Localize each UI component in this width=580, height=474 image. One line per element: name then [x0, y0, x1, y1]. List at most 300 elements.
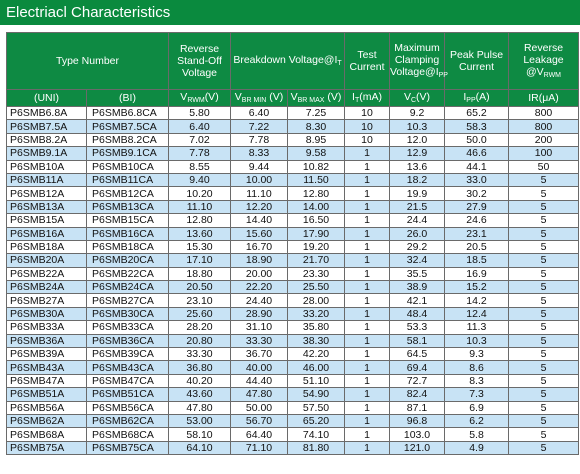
cell-ipp: 15.2 [445, 281, 509, 294]
cell-test-current: 1 [345, 214, 390, 227]
cell-ipp: 23.1 [445, 227, 509, 240]
cell-vrwm: 10.20 [169, 187, 231, 200]
cell-vrwm: 6.40 [169, 120, 231, 133]
cell-vbr-min: 64.40 [231, 428, 288, 441]
cell-vrwm: 18.80 [169, 267, 231, 280]
cell-test-current: 1 [345, 294, 390, 307]
table-row [7, 401, 579, 414]
cell-vbr-max: 35.80 [288, 321, 345, 334]
cell-bi-part: P6SMB62CA [87, 414, 169, 427]
cell-ipp: 16.9 [445, 267, 509, 280]
cell-vbr-max: 21.70 [288, 254, 345, 267]
cell-vbr-max: 10.82 [288, 160, 345, 173]
cell-vbr-max: 65.20 [288, 414, 345, 427]
cell-vbr-max: 42.20 [288, 348, 345, 361]
cell-vrwm: 5.80 [169, 107, 231, 120]
cell-vbr-min: 7.22 [231, 120, 288, 133]
cell-vc: 9.2 [390, 107, 445, 120]
cell-test-current: 1 [345, 254, 390, 267]
cell-vc: 10.3 [390, 120, 445, 133]
cell-test-current: 1 [345, 267, 390, 280]
cell-ir: 5 [509, 441, 579, 454]
characteristics-table-container [6, 32, 578, 455]
cell-bi-part: P6SMB11CA [87, 173, 169, 186]
table-row [7, 107, 579, 120]
cell-vbr-min: 15.60 [231, 227, 288, 240]
table-row [7, 281, 579, 294]
cell-vbr-min: 11.10 [231, 187, 288, 200]
cell-uni-part: P6SMB43A [7, 361, 87, 374]
cell-bi-part: P6SMB43CA [87, 361, 169, 374]
header-reverse-leakage-text: Reverse Leakage @V [523, 42, 564, 78]
cell-vbr-max: 17.90 [288, 227, 345, 240]
unit-vbr-min [231, 90, 288, 107]
cell-ir: 5 [509, 294, 579, 307]
unit-vbr-max-sub: BR MAX [297, 97, 325, 104]
cell-vbr-min: 36.70 [231, 348, 288, 361]
cell-ipp: 4.9 [445, 441, 509, 454]
cell-vbr-min: 22.20 [231, 281, 288, 294]
electrical-characteristics-table [6, 32, 579, 455]
cell-vbr-max: 33.20 [288, 307, 345, 320]
unit-vrwm-sym: V [180, 91, 188, 103]
cell-vbr-max: 23.30 [288, 267, 345, 280]
table-row [7, 147, 579, 160]
cell-test-current: 1 [345, 187, 390, 200]
unit-ipp-sub: PP [466, 97, 476, 104]
cell-vbr-min: 20.00 [231, 267, 288, 280]
cell-uni-part: P6SMB7.5A [7, 120, 87, 133]
cell-vrwm: 7.78 [169, 147, 231, 160]
cell-test-current: 1 [345, 173, 390, 186]
cell-ir: 800 [509, 120, 579, 133]
cell-vrwm: 53.00 [169, 414, 231, 427]
cell-bi-part: P6SMB15CA [87, 214, 169, 227]
cell-uni-part: P6SMB16A [7, 227, 87, 240]
cell-vrwm: 17.10 [169, 254, 231, 267]
table-body [7, 107, 579, 455]
cell-ipp: 12.4 [445, 307, 509, 320]
cell-vbr-min: 71.10 [231, 441, 288, 454]
header-reverse-leakage [509, 33, 579, 90]
cell-vrwm: 28.20 [169, 321, 231, 334]
cell-vc: 53.3 [390, 321, 445, 334]
cell-ir: 800 [509, 107, 579, 120]
unit-it-sub: T [354, 97, 360, 104]
header-breakdown-sub: T [337, 60, 342, 67]
header-peak-pulse: Peak Pulse Current [445, 33, 509, 90]
unit-ipp [445, 90, 509, 107]
table-row [7, 200, 579, 213]
cell-test-current: 1 [345, 200, 390, 213]
cell-ir: 5 [509, 361, 579, 374]
cell-vc: 13.6 [390, 160, 445, 173]
cell-uni-part: P6SMB20A [7, 254, 87, 267]
cell-bi-part: P6SMB18CA [87, 240, 169, 253]
cell-ipp: 8.6 [445, 361, 509, 374]
cell-vbr-min: 56.70 [231, 414, 288, 427]
cell-uni-part: P6SMB11A [7, 173, 87, 186]
cell-vbr-max: 81.80 [288, 441, 345, 454]
cell-vbr-min: 24.40 [231, 294, 288, 307]
cell-test-current: 10 [345, 120, 390, 133]
cell-vbr-max: 8.95 [288, 133, 345, 146]
cell-bi-part: P6SMB16CA [87, 227, 169, 240]
table-row [7, 414, 579, 427]
cell-ir: 50 [509, 160, 579, 173]
cell-vbr-max: 7.25 [288, 107, 345, 120]
unit-uni: (UNI) [7, 90, 87, 107]
cell-uni-part: P6SMB12A [7, 187, 87, 200]
cell-vc: 19.9 [390, 187, 445, 200]
cell-uni-part: P6SMB15A [7, 214, 87, 227]
cell-vrwm: 15.30 [169, 240, 231, 253]
cell-vbr-min: 6.40 [231, 107, 288, 120]
cell-test-current: 1 [345, 401, 390, 414]
table-row [7, 173, 579, 186]
cell-ipp: 30.2 [445, 187, 509, 200]
cell-vc: 42.1 [390, 294, 445, 307]
cell-uni-part: P6SMB27A [7, 294, 87, 307]
cell-uni-part: P6SMB9.1A [7, 147, 87, 160]
cell-vbr-min: 16.70 [231, 240, 288, 253]
section-title: Electriacl Characteristics [0, 0, 580, 25]
cell-vc: 103.0 [390, 428, 445, 441]
cell-vc: 24.4 [390, 214, 445, 227]
cell-vbr-min: 7.78 [231, 133, 288, 146]
cell-vrwm: 13.60 [169, 227, 231, 240]
cell-test-current: 1 [345, 240, 390, 253]
table-row [7, 348, 579, 361]
cell-vrwm: 58.10 [169, 428, 231, 441]
cell-ipp: 5.8 [445, 428, 509, 441]
unit-vrwm-unit: (V) [204, 91, 219, 103]
table-row [7, 120, 579, 133]
cell-vbr-min: 12.20 [231, 200, 288, 213]
cell-ipp: 9.3 [445, 348, 509, 361]
cell-uni-part: P6SMB18A [7, 240, 87, 253]
table-row [7, 240, 579, 253]
cell-vrwm: 33.30 [169, 348, 231, 361]
cell-bi-part: P6SMB51CA [87, 388, 169, 401]
cell-ir: 5 [509, 254, 579, 267]
header-breakdown-voltage [231, 33, 345, 90]
cell-ir: 5 [509, 334, 579, 347]
unit-vc [390, 90, 445, 107]
cell-uni-part: P6SMB33A [7, 321, 87, 334]
cell-ipp: 65.2 [445, 107, 509, 120]
cell-bi-part: P6SMB39CA [87, 348, 169, 361]
cell-ir: 5 [509, 348, 579, 361]
header-reverse-standoff: Reverse Stand-Off Voltage [169, 33, 231, 90]
cell-bi-part: P6SMB9.1CA [87, 147, 169, 160]
cell-vrwm: 43.60 [169, 388, 231, 401]
cell-uni-part: P6SMB62A [7, 414, 87, 427]
cell-ipp: 20.5 [445, 240, 509, 253]
cell-test-current: 1 [345, 307, 390, 320]
header-reverse-leakage-sub: RWM [543, 72, 562, 79]
cell-vc: 29.2 [390, 240, 445, 253]
cell-vc: 38.9 [390, 281, 445, 294]
header-test-current: Test Current [345, 33, 390, 90]
cell-ipp: 24.6 [445, 214, 509, 227]
cell-bi-part: P6SMB24CA [87, 281, 169, 294]
unit-ir: IR(μA) [509, 90, 579, 107]
cell-vrwm: 7.02 [169, 133, 231, 146]
table-row [7, 227, 579, 240]
cell-bi-part: P6SMB10CA [87, 160, 169, 173]
cell-vbr-max: 25.50 [288, 281, 345, 294]
cell-ir: 5 [509, 374, 579, 387]
cell-ir: 5 [509, 200, 579, 213]
cell-vc: 121.0 [390, 441, 445, 454]
cell-vbr-max: 51.10 [288, 374, 345, 387]
cell-test-current: 1 [345, 361, 390, 374]
cell-test-current: 1 [345, 334, 390, 347]
table-row [7, 187, 579, 200]
cell-vrwm: 25.60 [169, 307, 231, 320]
cell-vbr-min: 28.90 [231, 307, 288, 320]
cell-test-current: 1 [345, 147, 390, 160]
cell-ir: 100 [509, 147, 579, 160]
cell-ir: 5 [509, 227, 579, 240]
cell-test-current: 10 [345, 133, 390, 146]
unit-vc-sub: C [410, 97, 417, 104]
cell-vbr-max: 14.00 [288, 200, 345, 213]
table-row [7, 361, 579, 374]
cell-vbr-min: 44.40 [231, 374, 288, 387]
cell-vbr-max: 19.20 [288, 240, 345, 253]
cell-vbr-max: 12.80 [288, 187, 345, 200]
table-row [7, 334, 579, 347]
cell-bi-part: P6SMB68CA [87, 428, 169, 441]
cell-bi-part: P6SMB8.2CA [87, 133, 169, 146]
table-row [7, 294, 579, 307]
cell-ir: 5 [509, 401, 579, 414]
cell-uni-part: P6SMB24A [7, 281, 87, 294]
cell-vbr-min: 47.80 [231, 388, 288, 401]
cell-ir: 5 [509, 173, 579, 186]
cell-vbr-max: 38.30 [288, 334, 345, 347]
cell-test-current: 1 [345, 348, 390, 361]
cell-vbr-max: 54.90 [288, 388, 345, 401]
table-row [7, 254, 579, 267]
cell-vrwm: 8.55 [169, 160, 231, 173]
cell-bi-part: P6SMB27CA [87, 294, 169, 307]
cell-bi-part: P6SMB22CA [87, 267, 169, 280]
cell-vbr-max: 57.50 [288, 401, 345, 414]
unit-it-unit: (mA) [359, 91, 382, 103]
cell-vc: 18.2 [390, 173, 445, 186]
cell-bi-part: P6SMB56CA [87, 401, 169, 414]
cell-ipp: 27.9 [445, 200, 509, 213]
cell-ipp: 50.0 [445, 133, 509, 146]
cell-vc: 87.1 [390, 401, 445, 414]
unit-vbr-min-sub: BR MIN [241, 97, 267, 104]
table-row [7, 374, 579, 387]
cell-ipp: 10.3 [445, 334, 509, 347]
unit-it [345, 90, 390, 107]
cell-ipp: 7.3 [445, 388, 509, 401]
cell-uni-part: P6SMB75A [7, 441, 87, 454]
cell-bi-part: P6SMB7.5CA [87, 120, 169, 133]
cell-ir: 5 [509, 267, 579, 280]
cell-uni-part: P6SMB13A [7, 200, 87, 213]
cell-vrwm: 20.50 [169, 281, 231, 294]
cell-vbr-min: 10.00 [231, 173, 288, 186]
cell-ipp: 46.6 [445, 147, 509, 160]
table-row [7, 160, 579, 173]
cell-test-current: 1 [345, 160, 390, 173]
cell-bi-part: P6SMB47CA [87, 374, 169, 387]
cell-ipp: 33.0 [445, 173, 509, 186]
cell-ipp: 6.9 [445, 401, 509, 414]
cell-vbr-min: 50.00 [231, 401, 288, 414]
cell-vbr-max: 16.50 [288, 214, 345, 227]
cell-bi-part: P6SMB30CA [87, 307, 169, 320]
unit-bi: (BI) [87, 90, 169, 107]
table-row [7, 133, 579, 146]
cell-test-current: 1 [345, 441, 390, 454]
cell-ipp: 8.3 [445, 374, 509, 387]
cell-bi-part: P6SMB20CA [87, 254, 169, 267]
cell-vbr-max: 11.50 [288, 173, 345, 186]
cell-vbr-min: 14.40 [231, 214, 288, 227]
cell-test-current: 10 [345, 107, 390, 120]
cell-ir: 5 [509, 214, 579, 227]
cell-vc: 21.5 [390, 200, 445, 213]
cell-vrwm: 23.10 [169, 294, 231, 307]
header-type-number: Type Number [7, 33, 169, 90]
cell-ipp: 18.5 [445, 254, 509, 267]
table-row [7, 441, 579, 454]
unit-ipp-sym: I [463, 91, 467, 103]
cell-vbr-min: 40.00 [231, 361, 288, 374]
cell-ir: 5 [509, 187, 579, 200]
cell-vbr-max: 74.10 [288, 428, 345, 441]
cell-uni-part: P6SMB30A [7, 307, 87, 320]
unit-vbr-min-unit: (V) [266, 91, 284, 103]
cell-vc: 48.4 [390, 307, 445, 320]
cell-uni-part: P6SMB47A [7, 374, 87, 387]
cell-test-current: 1 [345, 414, 390, 427]
unit-vbr-max-unit: (V) [324, 91, 342, 103]
unit-it-sym: I [352, 91, 355, 103]
unit-vbr-max-sym: V [290, 91, 298, 103]
cell-vbr-max: 9.58 [288, 147, 345, 160]
header-max-clamping [390, 33, 448, 90]
unit-vc-unit: (V) [416, 91, 431, 103]
cell-vc: 26.0 [390, 227, 445, 240]
cell-test-current: 1 [345, 428, 390, 441]
cell-ipp: 6.2 [445, 414, 509, 427]
table-row [7, 321, 579, 334]
cell-ipp: 14.2 [445, 294, 509, 307]
cell-uni-part: P6SMB56A [7, 401, 87, 414]
cell-ir: 5 [509, 281, 579, 294]
cell-vc: 12.0 [390, 133, 445, 146]
cell-vc: 82.4 [390, 388, 445, 401]
cell-vrwm: 40.20 [169, 374, 231, 387]
cell-vrwm: 47.80 [169, 401, 231, 414]
cell-bi-part: P6SMB6.8CA [87, 107, 169, 120]
cell-bi-part: P6SMB13CA [87, 200, 169, 213]
cell-vc: 32.4 [390, 254, 445, 267]
cell-uni-part: P6SMB51A [7, 388, 87, 401]
cell-bi-part: P6SMB36CA [87, 334, 169, 347]
cell-vbr-min: 8.33 [231, 147, 288, 160]
cell-vc: 69.4 [390, 361, 445, 374]
header-max-clamping-sub: PP [438, 72, 448, 79]
table-row [7, 307, 579, 320]
unit-vrwm-sub: RWM [187, 97, 205, 104]
unit-ipp-unit: (A) [475, 91, 490, 103]
cell-vc: 35.5 [390, 267, 445, 280]
header-max-clamping-text: Maximum Clamping Voltage@I [390, 42, 440, 78]
unit-vc-sym: V [403, 91, 411, 103]
cell-bi-part: P6SMB75CA [87, 441, 169, 454]
cell-vbr-min: 18.90 [231, 254, 288, 267]
cell-uni-part: P6SMB36A [7, 334, 87, 347]
cell-ipp: 44.1 [445, 160, 509, 173]
cell-test-current: 1 [345, 374, 390, 387]
cell-vc: 64.5 [390, 348, 445, 361]
cell-vrwm: 12.80 [169, 214, 231, 227]
cell-uni-part: P6SMB8.2A [7, 133, 87, 146]
cell-uni-part: P6SMB68A [7, 428, 87, 441]
cell-vbr-max: 8.30 [288, 120, 345, 133]
cell-vbr-max: 46.00 [288, 361, 345, 374]
header-breakdown-text: Breakdown Voltage@I [233, 54, 338, 66]
cell-vbr-min: 33.30 [231, 334, 288, 347]
cell-ir: 200 [509, 133, 579, 146]
cell-vc: 96.8 [390, 414, 445, 427]
cell-ir: 5 [509, 307, 579, 320]
table-row [7, 214, 579, 227]
cell-uni-part: P6SMB6.8A [7, 107, 87, 120]
cell-vc: 58.1 [390, 334, 445, 347]
cell-uni-part: P6SMB10A [7, 160, 87, 173]
cell-vc: 72.7 [390, 374, 445, 387]
unit-vbr-max [288, 90, 345, 107]
cell-bi-part: P6SMB33CA [87, 321, 169, 334]
cell-vrwm: 36.80 [169, 361, 231, 374]
cell-uni-part: P6SMB39A [7, 348, 87, 361]
cell-ir: 5 [509, 428, 579, 441]
cell-vrwm: 11.10 [169, 200, 231, 213]
cell-vbr-max: 28.00 [288, 294, 345, 307]
cell-test-current: 1 [345, 388, 390, 401]
unit-vrwm [169, 90, 231, 107]
cell-bi-part: P6SMB12CA [87, 187, 169, 200]
table-row [7, 267, 579, 280]
cell-vbr-min: 31.10 [231, 321, 288, 334]
cell-uni-part: P6SMB22A [7, 267, 87, 280]
cell-test-current: 1 [345, 321, 390, 334]
cell-vrwm: 9.40 [169, 173, 231, 186]
unit-vbr-min-sym: V [234, 91, 242, 103]
cell-vrwm: 20.80 [169, 334, 231, 347]
cell-ir: 5 [509, 240, 579, 253]
cell-vrwm: 64.10 [169, 441, 231, 454]
cell-ir: 5 [509, 388, 579, 401]
cell-vbr-min: 9.44 [231, 160, 288, 173]
cell-ir: 5 [509, 321, 579, 334]
cell-test-current: 1 [345, 227, 390, 240]
cell-ir: 5 [509, 414, 579, 427]
cell-test-current: 1 [345, 281, 390, 294]
table-row [7, 388, 579, 401]
